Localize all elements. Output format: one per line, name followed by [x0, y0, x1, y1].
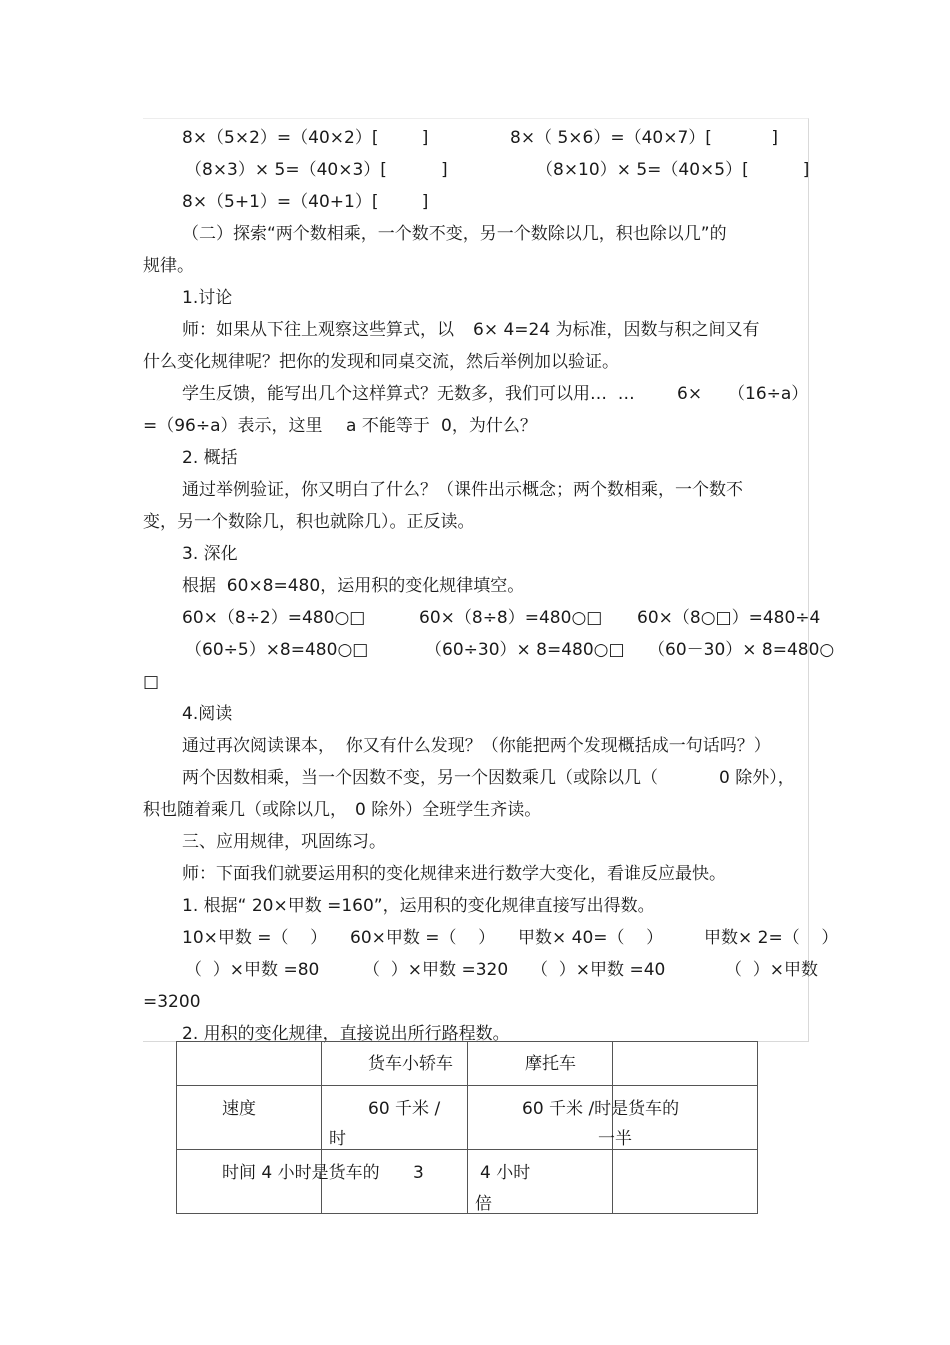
- table-cell: [322, 1042, 468, 1086]
- equation-line: 8×（5+1）=（40+1）[ ]: [182, 192, 429, 212]
- table-cell: [322, 1086, 468, 1150]
- subheading: 3. 深化: [182, 544, 238, 564]
- equation-line: （60÷5）×8=480○□: [185, 640, 369, 660]
- table-cell: [468, 1150, 613, 1214]
- subheading: 1.讨论: [182, 288, 233, 308]
- text-line: 0 除外），: [719, 768, 795, 788]
- cell-text: 速度: [222, 1099, 256, 1119]
- cell-text: 60 千米 /: [368, 1099, 441, 1119]
- section-heading: （二）探索“两个数相乘，一个数不变，另一个数除以几，积也除以几”的: [182, 224, 727, 244]
- equation-line: （8×3）× 5=（40×3）[ ]: [185, 160, 448, 180]
- equation-line: 60×甲数 =（ ）: [350, 928, 496, 948]
- text-line: 积也随着乘几（或除以几，: [143, 800, 347, 820]
- text-line: 师：下面我们就要运用积的变化规律来进行数学大变化，看谁反应最快。: [182, 864, 726, 884]
- text-line: 0，为什么？: [441, 416, 537, 436]
- equation-line: 甲数× 2=（ ）: [704, 928, 839, 948]
- text-line: 2. 用积的变化规律，直接说出所行路程数。: [182, 1024, 510, 1044]
- table-cell: [613, 1086, 758, 1150]
- equation-line: 甲数× 40=（ ）: [518, 928, 664, 948]
- equation-line: （60÷30）× 8=480○□: [425, 640, 625, 660]
- text-line: 通过举例验证，你又明白了什么？（课件出示概念；两个数相乘，一个数不: [182, 480, 743, 500]
- text-line: =（96÷a）表示，这里: [143, 416, 323, 436]
- cell-text: 60 千米 /时是货车的: [522, 1099, 680, 1119]
- table-cell: [322, 1150, 468, 1214]
- equation-line: （ ）×甲数 =320: [363, 960, 509, 980]
- equation-line: 10×甲数 =（ ）: [182, 928, 328, 948]
- text-line: 变，另一个数除几，积也就除几）。正反读。: [143, 512, 475, 532]
- equation-line: （ ）×甲数 =80: [185, 960, 320, 980]
- text-line: 规律。: [143, 256, 194, 276]
- cell-text: 3: [413, 1163, 424, 1183]
- table-row: [177, 1086, 758, 1150]
- cell-text: 时: [329, 1129, 346, 1149]
- equation-line: □: [143, 672, 160, 692]
- text-line: 通过再次阅读课本， 你又有什么发现？（你能把两个发现概括成一句话吗？）: [182, 736, 771, 756]
- text-line: 0 除外）全班学生齐读。: [355, 800, 542, 820]
- equation-line: 8×（5×2）=（40×2）[ ]: [182, 128, 429, 148]
- table-row: [177, 1150, 758, 1214]
- table-cell: [468, 1086, 680, 1150]
- section-heading: 三、应用规律，巩固练习。: [182, 832, 386, 852]
- cell-text: 摩托车: [525, 1054, 576, 1074]
- equation-line: （8×10）× 5=（40×5）[ ]: [536, 160, 810, 180]
- equation-line: （60－30）× 8=480○: [648, 640, 835, 660]
- table-cell: [177, 1086, 322, 1150]
- table-cell: [613, 1042, 758, 1086]
- table-cell: [177, 1150, 380, 1214]
- equation-line: =3200: [143, 992, 201, 1012]
- text-line: （16÷a）: [728, 384, 809, 404]
- cell-text: 时间 4 小时是货车的: [222, 1163, 380, 1183]
- text-line: 什么变化规律呢？把你的发现和同桌交流，然后举例加以验证。: [143, 352, 619, 372]
- table-row: [177, 1042, 758, 1086]
- text-line: 两个因数相乘，当一个因数不变，另一个因数乘几（或除以几（: [182, 768, 658, 788]
- subheading: 2. 概括: [182, 448, 238, 468]
- equation-line: 8×（ 5×6）=（40×7）[ ]: [510, 128, 778, 148]
- equation-line: （ ）×甲数: [725, 960, 819, 980]
- equation-line: 60×（8○□）=480÷4: [637, 608, 821, 628]
- text-line: 1. 根据“ 20×甲数 =160”，运用积的变化规律直接写出得数。: [182, 896, 655, 916]
- text-line: 师：如果从下往上观察这些算式，以: [182, 320, 454, 340]
- cell-text: 货车小轿车: [368, 1054, 453, 1074]
- cell-text: 倍: [475, 1194, 492, 1214]
- equation-line: 60×（8÷8）=480○□: [419, 608, 603, 628]
- cell-text: 一半: [598, 1129, 632, 1149]
- equation-line: 60×（8÷2）=480○□: [182, 608, 366, 628]
- equation-line: （ ）×甲数 =40: [531, 960, 666, 980]
- text-line: 6× 4=24 为标准，因数与积之间又有: [473, 320, 760, 340]
- distance-table: [176, 1041, 758, 1214]
- text-line: a 不能等于: [346, 416, 430, 436]
- text-line: 根据 60×8=480，运用积的变化规律填空。: [182, 576, 525, 596]
- table-cell: [613, 1150, 758, 1214]
- text-line: 6×: [677, 384, 703, 404]
- subheading: 4.阅读: [182, 704, 233, 724]
- table-cell: [468, 1042, 613, 1086]
- cell-text: 4 小时: [480, 1163, 531, 1183]
- table-cell: [177, 1042, 322, 1086]
- text-line: 学生反馈，能写出几个这样算式？无数多，我们可以用… …: [182, 384, 635, 404]
